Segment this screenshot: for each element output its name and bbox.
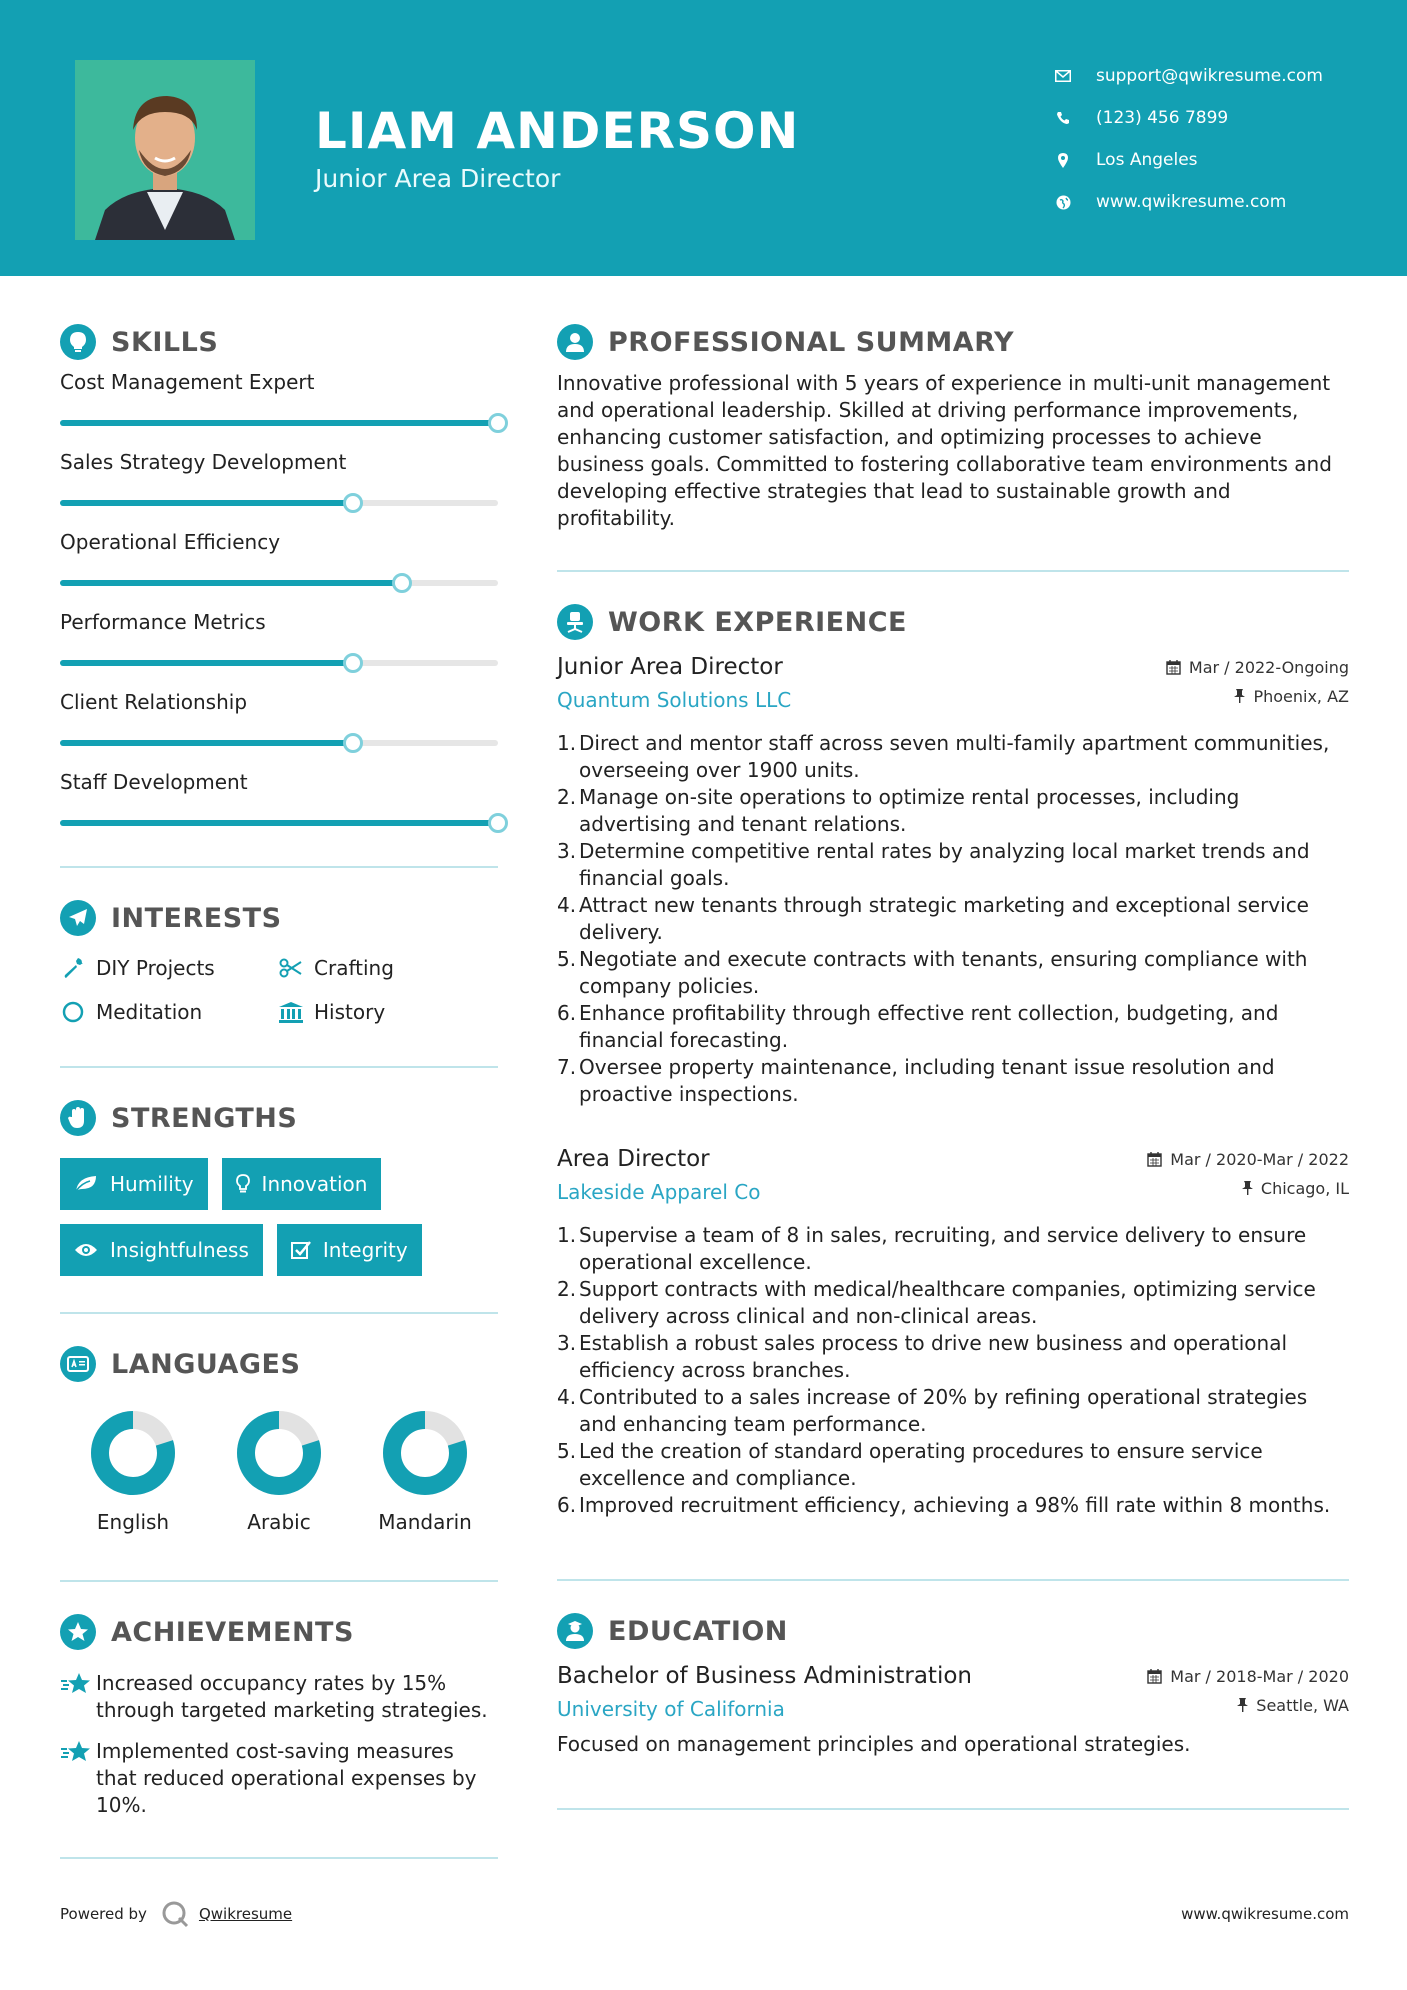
strength-badge bbox=[60, 1224, 263, 1276]
strengths-heading bbox=[60, 1094, 500, 1142]
achievement-item bbox=[60, 1738, 500, 1819]
map-marker-icon bbox=[1052, 149, 1074, 171]
pushpin-icon bbox=[1242, 1181, 1253, 1195]
job-bullet: 6. Enhance profitability through effective rent collection, budgeting, and financial forecasting. bbox=[557, 1001, 1279, 1052]
job-title: Junior Area Director bbox=[557, 654, 783, 680]
contact-website[interactable] bbox=[1052, 181, 1323, 223]
lightbulb-icon bbox=[236, 1174, 250, 1194]
languages-title: LANGUAGES bbox=[111, 1348, 301, 1380]
interests-heading bbox=[60, 894, 500, 942]
experience-heading bbox=[557, 598, 1349, 646]
wrench-icon bbox=[60, 955, 86, 981]
job-bullet: 3. Determine competitive rental rates by analyzing local market trends and financial goals. bbox=[557, 839, 1310, 890]
job-bullet: 5. Led the creation of standard operating procedures to ensure service excellence and compliance. bbox=[557, 1439, 1263, 1490]
job-bullets bbox=[557, 1222, 1349, 1519]
skills-title: SKILLS bbox=[111, 326, 219, 358]
languages-heading bbox=[60, 1340, 500, 1388]
job-bullet: 2. Manage on-site operations to optimize rental processes, including advertising and tenant relations. bbox=[557, 785, 1240, 836]
interest-item bbox=[60, 998, 278, 1026]
resume-header bbox=[0, 0, 1407, 276]
achievements-heading bbox=[60, 1608, 500, 1656]
skill-item bbox=[60, 610, 500, 686]
leaf-icon bbox=[74, 1175, 98, 1193]
summary-text: Innovative professional with 5 years of experience in multi-unit management and operational leadership. Skilled at driving performance improvements, enhancing customer satisfaction, and optimizing processes to achieve business goals. Committed to fostering collaborative team environments and developing effective strategies that lead to sustainable growth and profitability. bbox=[557, 371, 1332, 530]
section-divider bbox=[60, 1312, 498, 1314]
phone-icon bbox=[1052, 107, 1074, 129]
skill-label: Performance Metrics bbox=[60, 610, 266, 634]
paper-plane-icon bbox=[60, 900, 96, 936]
interest-label: DIY Projects bbox=[96, 956, 215, 980]
skill-bar-knob bbox=[343, 653, 363, 673]
job-company: Lakeside Apparel Co bbox=[557, 1180, 761, 1204]
job-bullet: 4. Contributed to a sales increase of 20% by refining operational strategies and enhancing team performance. bbox=[557, 1385, 1308, 1436]
job-bullet: 3. Establish a robust sales process to drive new business and operational efficiency across branches. bbox=[557, 1331, 1288, 1382]
job-bullet: 5. Negotiate and execute contracts with tenants, ensuring compliance with company policies. bbox=[557, 947, 1308, 998]
interest-label: Crafting bbox=[314, 956, 394, 980]
section-divider bbox=[557, 570, 1349, 572]
skill-bar bbox=[60, 500, 498, 506]
skill-item bbox=[60, 370, 500, 446]
language-label: Arabic bbox=[247, 1510, 311, 1534]
skill-bar bbox=[60, 740, 498, 746]
achievement-text: Increased occupancy rates by 15% through targeted marketing strategies. bbox=[96, 1671, 488, 1722]
strength-badge bbox=[222, 1158, 382, 1210]
graduate-icon bbox=[557, 1613, 593, 1649]
interest-label: Meditation bbox=[96, 1000, 203, 1024]
contact-email-text: support@qwikresume.com bbox=[1096, 66, 1323, 86]
interest-item bbox=[278, 998, 478, 1026]
skill-label: Client Relationship bbox=[60, 690, 248, 714]
calendar-icon bbox=[1166, 660, 1181, 675]
job-dates bbox=[1147, 1150, 1349, 1169]
section-divider bbox=[557, 1808, 1349, 1810]
skill-bar-knob bbox=[488, 813, 508, 833]
skill-item bbox=[60, 450, 500, 526]
skills-heading bbox=[60, 318, 500, 366]
skill-bar bbox=[60, 660, 498, 666]
candidate-title: Junior Area Director bbox=[315, 164, 561, 193]
footer-website[interactable]: www.qwikresume.com bbox=[1181, 1905, 1349, 1923]
interest-item bbox=[278, 954, 478, 982]
job-title: Area Director bbox=[557, 1146, 710, 1172]
eye-icon bbox=[74, 1242, 98, 1258]
job-dates bbox=[1166, 658, 1349, 677]
skill-bar-fill bbox=[60, 740, 353, 746]
envelope-icon bbox=[1052, 65, 1074, 87]
section-divider bbox=[60, 1580, 498, 1582]
summary-heading bbox=[557, 318, 1349, 366]
footer-powered-by bbox=[60, 1900, 292, 1928]
strengths-list bbox=[60, 1158, 500, 1276]
language-item bbox=[60, 1408, 206, 1534]
school-name: University of California bbox=[557, 1697, 785, 1721]
language-icon bbox=[60, 1346, 96, 1382]
education-title: EDUCATION bbox=[608, 1615, 788, 1647]
section-divider bbox=[60, 1857, 498, 1859]
education-dates bbox=[1147, 1667, 1349, 1686]
strengths-title: STRENGTHS bbox=[111, 1102, 298, 1134]
education-dates-text: Mar / 2018-Mar / 2020 bbox=[1170, 1666, 1349, 1686]
skill-label: Operational Efficiency bbox=[60, 530, 281, 554]
skill-item bbox=[60, 690, 500, 766]
strength-label: Humility bbox=[110, 1172, 194, 1196]
museum-icon bbox=[278, 999, 304, 1025]
achievements-title: ACHIEVEMENTS bbox=[111, 1616, 354, 1648]
education-location bbox=[1237, 1696, 1349, 1715]
education-description: Focused on management principles and operational strategies. bbox=[557, 1732, 1191, 1756]
pushpin-icon bbox=[1234, 689, 1245, 703]
hand-icon bbox=[60, 1100, 96, 1136]
skill-bar-fill bbox=[60, 580, 402, 586]
right-column bbox=[557, 318, 1349, 1810]
interest-label: History bbox=[314, 1000, 386, 1024]
strength-badge bbox=[277, 1224, 422, 1276]
job-location-text: Phoenix, AZ bbox=[1253, 686, 1349, 706]
skill-label: Staff Development bbox=[60, 770, 248, 794]
job-company: Quantum Solutions LLC bbox=[557, 688, 792, 712]
strength-label: Integrity bbox=[322, 1238, 408, 1262]
achievement-item bbox=[60, 1670, 500, 1724]
language-label: Mandarin bbox=[378, 1510, 472, 1534]
skill-bar-fill bbox=[60, 500, 353, 506]
profile-photo bbox=[75, 60, 255, 240]
strength-label: Innovation bbox=[261, 1172, 368, 1196]
star-icon bbox=[60, 1738, 96, 1819]
job-bullet: 6. Improved recruitment efficiency, achieving a 98% fill rate within 8 months. bbox=[557, 1493, 1331, 1517]
star-icon bbox=[60, 1670, 96, 1724]
language-item bbox=[352, 1408, 498, 1534]
user-icon bbox=[557, 324, 593, 360]
contact-phone-text: (123) 456 7899 bbox=[1096, 108, 1229, 128]
section-divider bbox=[557, 1579, 1349, 1581]
experience-title: WORK EXPERIENCE bbox=[608, 606, 907, 638]
language-label: English bbox=[96, 1510, 170, 1534]
skill-label: Sales Strategy Development bbox=[60, 450, 347, 474]
contact-info bbox=[1052, 55, 1323, 223]
job-bullet: 4. Attract new tenants through strategic marketing and exceptional service delivery. bbox=[557, 893, 1309, 944]
lightbulb-icon bbox=[60, 324, 96, 360]
job-location bbox=[1234, 687, 1349, 706]
strength-label: Insightfulness bbox=[110, 1238, 249, 1262]
left-column bbox=[60, 318, 500, 1859]
powered-by-label: Powered by bbox=[60, 1905, 147, 1923]
job-bullet: 2. Support contracts with medical/healthcare companies, optimizing service delivery across clinical and non-clinical areas. bbox=[557, 1277, 1316, 1328]
interest-item bbox=[60, 954, 278, 982]
skill-label: Cost Management Expert bbox=[60, 370, 315, 394]
interests-title: INTERESTS bbox=[111, 902, 282, 934]
language-donut bbox=[380, 1408, 470, 1498]
skill-bar-knob bbox=[343, 493, 363, 513]
contact-location bbox=[1052, 139, 1323, 181]
skills-list bbox=[60, 370, 500, 846]
skill-bar-knob bbox=[343, 733, 363, 753]
skill-bar-fill bbox=[60, 660, 353, 666]
star-badge-icon bbox=[60, 1614, 96, 1650]
contact-website-text: www.qwikresume.com bbox=[1096, 192, 1287, 212]
job-bullet: 7. Oversee property maintenance, including tenant issue resolution and proactive inspections. bbox=[557, 1055, 1275, 1106]
summary-title: PROFESSIONAL SUMMARY bbox=[608, 326, 1015, 358]
job-bullets bbox=[557, 730, 1349, 1108]
contact-phone[interactable] bbox=[1052, 97, 1323, 139]
languages-list bbox=[60, 1408, 500, 1534]
language-item bbox=[206, 1408, 352, 1534]
language-donut bbox=[234, 1408, 324, 1498]
achievements-list bbox=[60, 1670, 500, 1819]
section-divider bbox=[60, 866, 498, 868]
circle-icon bbox=[60, 999, 86, 1025]
education-entry bbox=[557, 1663, 1349, 1758]
job-dates-text: Mar / 2020-Mar / 2022 bbox=[1170, 1149, 1349, 1169]
calendar-icon bbox=[1147, 1152, 1162, 1167]
contact-location-text: Los Angeles bbox=[1096, 150, 1198, 170]
check-square-icon bbox=[291, 1240, 311, 1260]
section-divider bbox=[60, 1066, 498, 1068]
job-bullet: 1. Supervise a team of 8 in sales, recruiting, and service delivery to ensure operational excellence. bbox=[557, 1223, 1307, 1274]
degree-title: Bachelor of Business Administration bbox=[557, 1663, 972, 1689]
skill-item bbox=[60, 530, 500, 606]
skill-bar bbox=[60, 580, 498, 586]
job-entry bbox=[557, 654, 1349, 1108]
strength-badge bbox=[60, 1158, 208, 1210]
job-location-text: Chicago, IL bbox=[1260, 1178, 1349, 1198]
job-location bbox=[1242, 1179, 1349, 1198]
skill-bar-fill bbox=[60, 820, 498, 826]
education-heading bbox=[557, 1607, 1349, 1655]
contact-email[interactable] bbox=[1052, 55, 1323, 97]
office-chair-icon bbox=[557, 604, 593, 640]
achievement-text: Implemented cost-saving measures that reduced operational expenses by 10%. bbox=[96, 1739, 477, 1817]
skill-bar-knob bbox=[488, 413, 508, 433]
job-bullet: 1. Direct and mentor staff across seven multi-family apartment communities, overseeing over 1900 units. bbox=[557, 731, 1330, 782]
skill-bar-knob bbox=[392, 573, 412, 593]
calendar-icon bbox=[1147, 1669, 1162, 1684]
skill-item bbox=[60, 770, 500, 846]
job-dates-text: Mar / 2022-Ongoing bbox=[1188, 657, 1349, 677]
pushpin-icon bbox=[1237, 1698, 1248, 1712]
skill-bar bbox=[60, 820, 498, 826]
skill-bar bbox=[60, 420, 498, 426]
education-location-text: Seattle, WA bbox=[1256, 1695, 1349, 1715]
interests-list bbox=[60, 954, 500, 1026]
scissors-icon bbox=[278, 955, 304, 981]
globe-icon bbox=[1052, 191, 1074, 213]
language-donut bbox=[88, 1408, 178, 1498]
candidate-name: LIAM ANDERSON bbox=[315, 102, 800, 160]
qwikresume-link[interactable]: Qwikresume bbox=[198, 1905, 293, 1923]
skill-bar-fill bbox=[60, 420, 498, 426]
job-entry bbox=[557, 1146, 1349, 1519]
qwikresume-logo-icon bbox=[161, 1900, 189, 1928]
